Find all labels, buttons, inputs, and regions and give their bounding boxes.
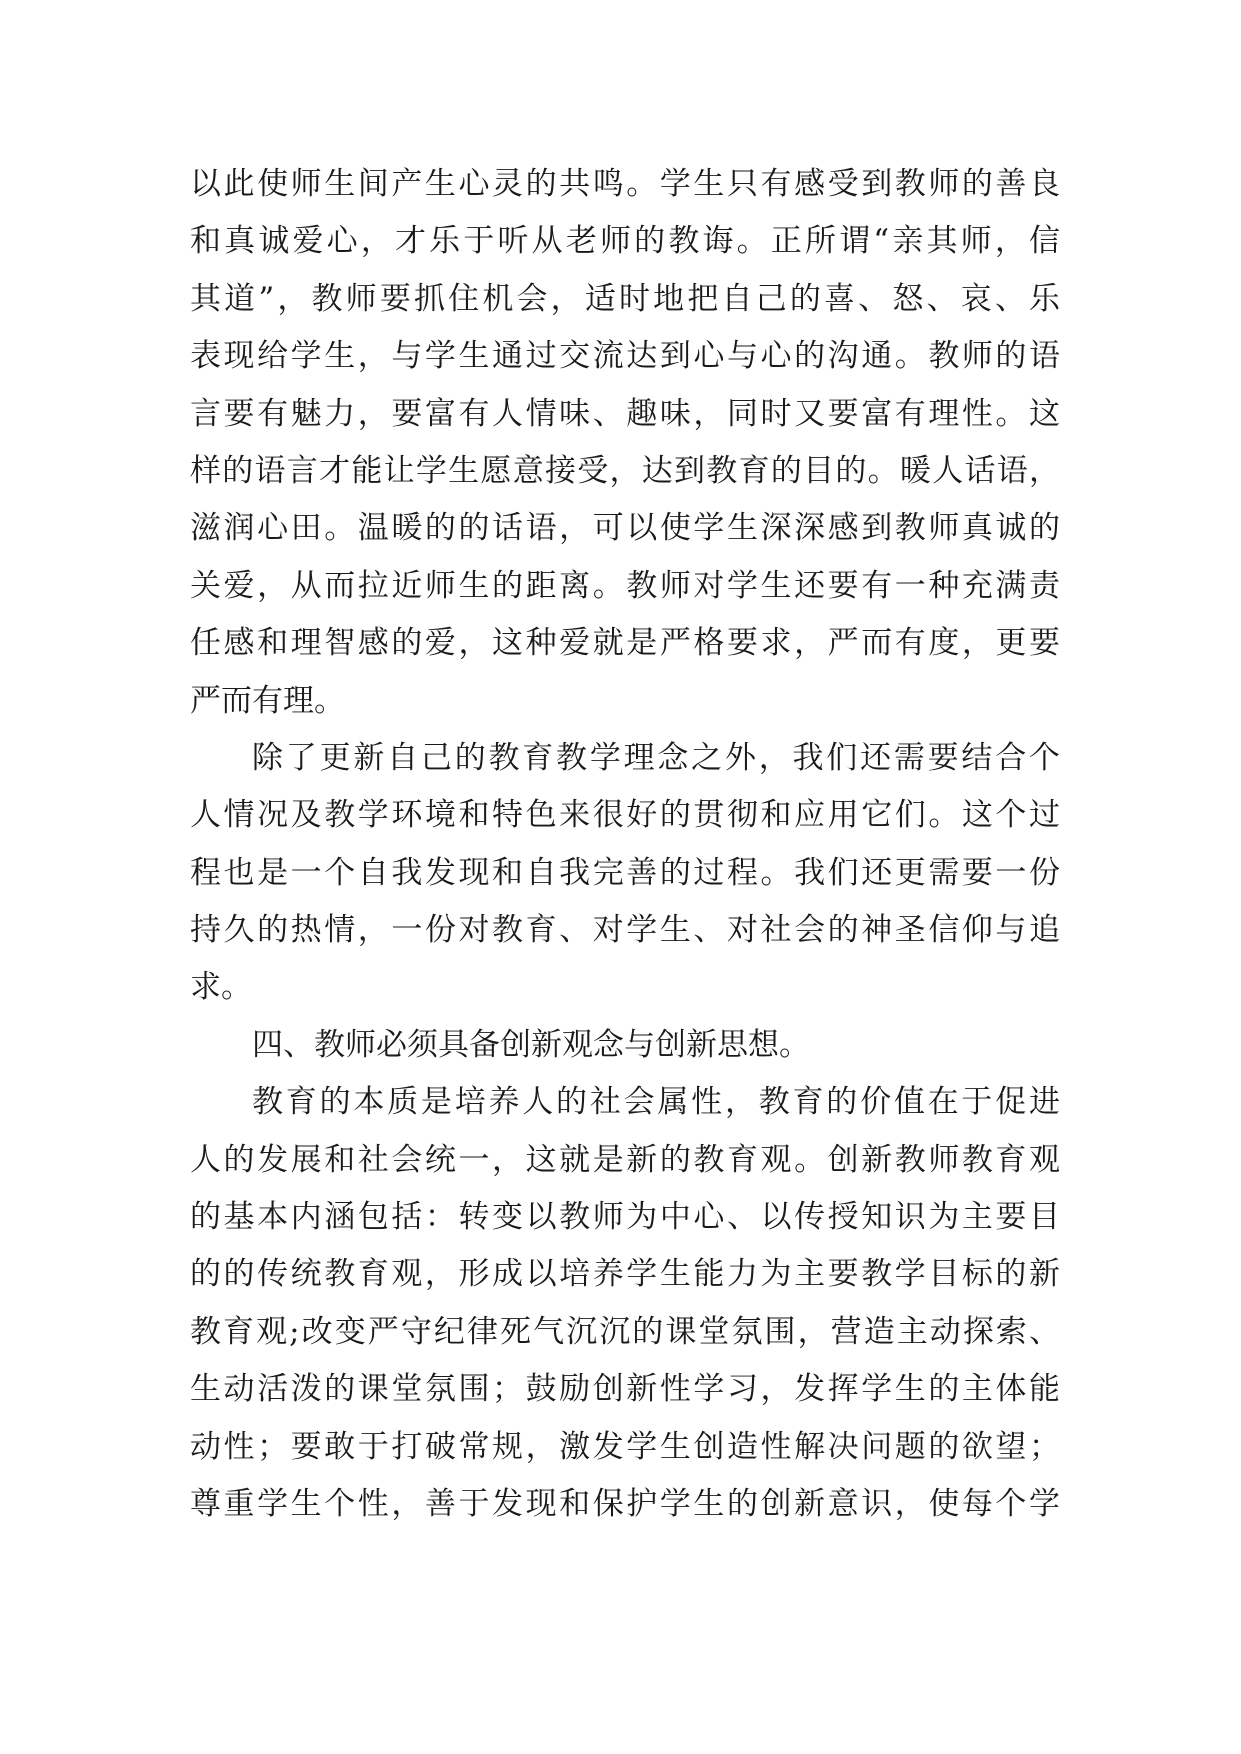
text-line: 任感和理智感的爱，这种爱就是严格要求，严而有度，更要 [190,625,1060,662]
text-line: 人情况及教学环境和特色来很好的贯彻和应用它们。这个过 [190,797,1060,834]
text-line: 程也是一个自我发现和自我完善的过程。我们还更需要一份 [190,854,1060,891]
text-line: 其道”，教师要抓住机会，适时地把自己的喜、怒、哀、乐 [190,280,1060,317]
text-line: 动性；要敢于打破常规，激发学生创造性解决问题的欲望； [190,1428,1060,1465]
text-line: 言要有魅力，要富有人情味、趣味，同时又要富有理性。这 [190,395,1060,432]
text-line: 的的传统教育观，形成以培养学生能力为主要教学目标的新 [190,1256,1060,1293]
text-line: 持久的热情，一份对教育、对学生、对社会的神圣信仰与追 [190,912,1060,949]
text-line: 求。 [190,969,252,1006]
text-line: 关爱，从而拉近师生的距离。教师对学生还要有一种充满责 [190,567,1060,604]
text-line: 教育的本质是培养人的社会属性，教育的价值在于促进 [252,1084,1060,1121]
text-line: 尊重学生个性，善于发现和保护学生的创新意识，使每个学 [190,1485,1060,1522]
body-text [190,156,1060,1533]
text-line: 教育观;改变严守纪律死气沉沉的课堂氛围，营造主动探索、 [190,1313,1060,1350]
text-line: 的基本内涵包括：转变以教师为中心、以传授知识为主要目 [190,1199,1060,1236]
text-line: 滋润心田。温暖的的话语，可以使学生深深感到教师真诚的 [190,510,1060,547]
text-line: 生动活泼的课堂氛围；鼓励创新性学习，发挥学生的主体能 [190,1371,1060,1408]
text-line: 和真诚爱心，才乐于听从老师的教诲。正所谓“亲其师，信 [190,223,1060,260]
text-line: 以此使师生间产生心灵的共鸣。学生只有感受到教师的善良 [190,166,1060,202]
text-line: 除了更新自己的教育教学理念之外，我们还需要结合个 [252,739,1060,776]
text-line: 人的发展和社会统一，这就是新的教育观。创新教师教育观 [190,1141,1060,1178]
text-line: 表现给学生，与学生通过交流达到心与心的沟通。教师的语 [190,338,1060,375]
text-line: 样的语言才能让学生愿意接受，达到教育的目的。暖人话语， [190,452,1060,489]
text-line: 四、教师必须具备创新观念与创新思想。 [252,1026,810,1063]
text-line: 严而有理。 [190,682,345,719]
